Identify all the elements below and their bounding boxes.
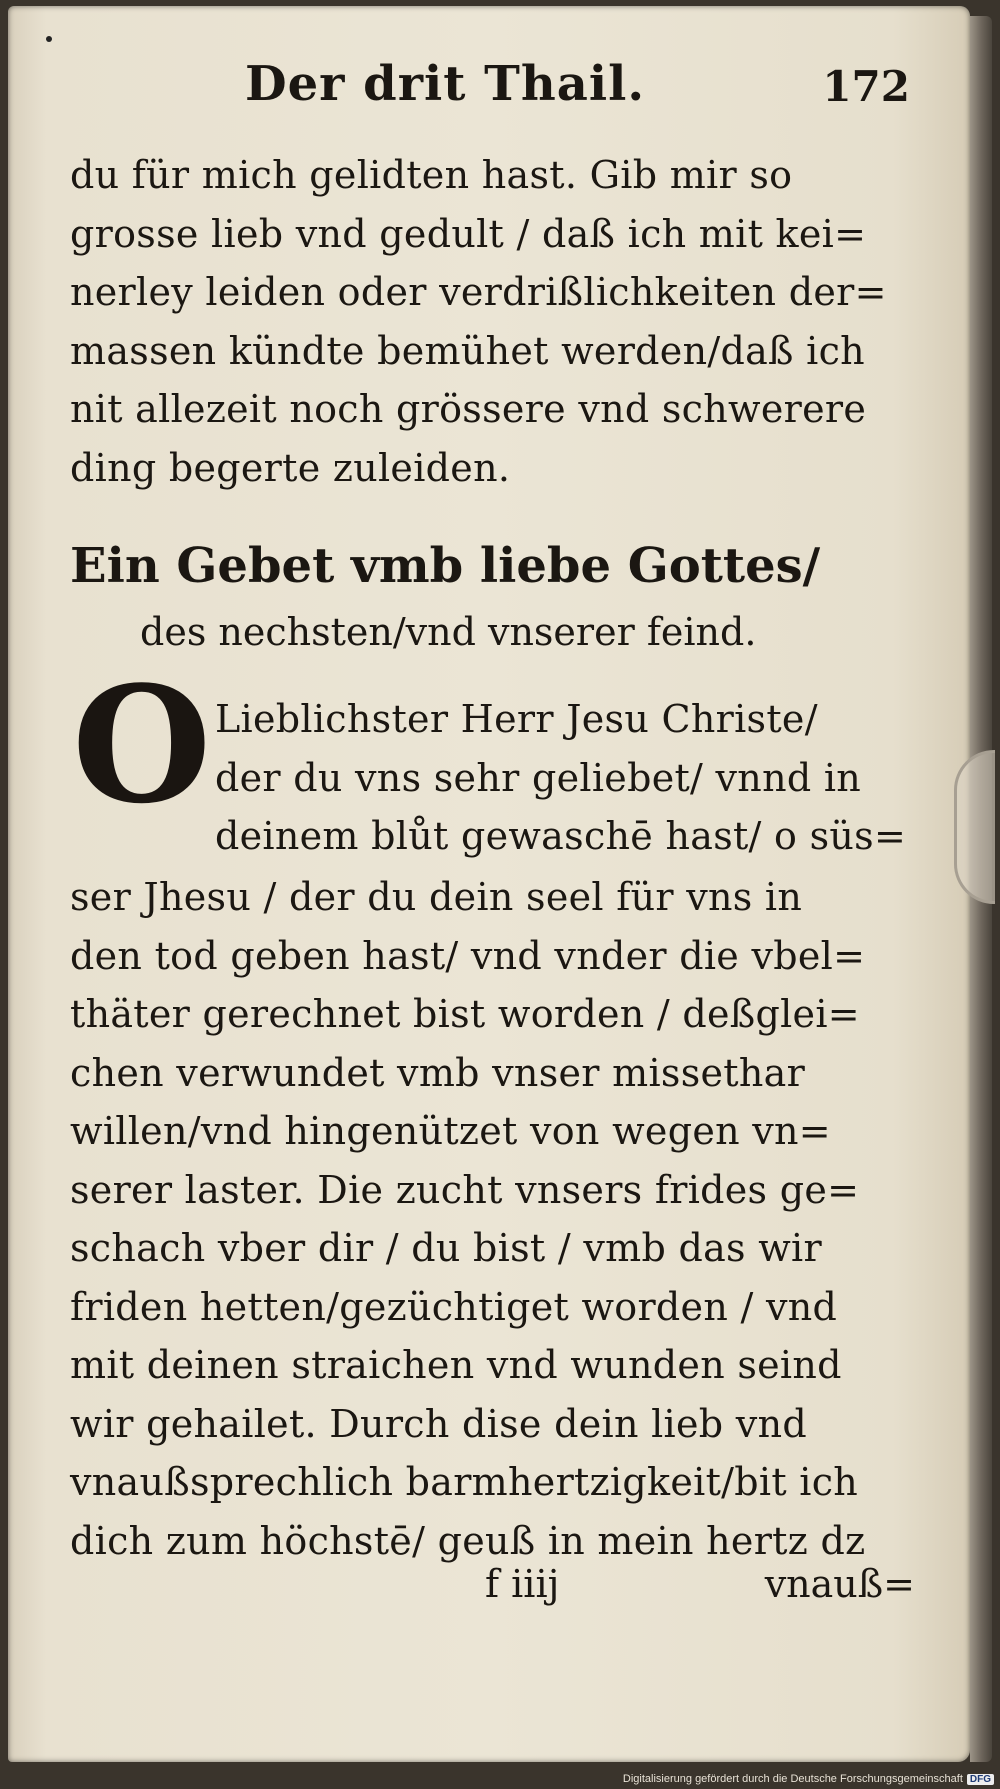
text-line: nerley leiden oder verdrißlichkeiten der= <box>70 270 887 314</box>
page-number: 172 <box>822 62 910 111</box>
text-line: chen verwundet vmb vnser missethar <box>70 1050 806 1095</box>
digitization-credit <box>623 1773 994 1785</box>
running-head: Der drit Thail. <box>245 56 646 112</box>
prayer-indented-lines <box>215 690 915 866</box>
catchword: vnauß= <box>764 1562 915 1606</box>
signature-mark: f iiij <box>485 1562 560 1606</box>
text-line: friden hetten/gezüchtiget worden / vnd <box>70 1284 838 1329</box>
section-subheading: des nechsten/vnd vnserer feind. <box>140 610 757 654</box>
text-line: vnaußsprechlich barmhertzigkeit/bit ich <box>70 1460 859 1504</box>
drop-cap-initial: O <box>72 651 212 839</box>
section-heading: Ein Gebet vmb liebe Gottes/ <box>70 538 821 594</box>
text-line: thäter gerechnet bist worden / deßglei= <box>70 992 860 1036</box>
text-line: Lieblichster Herr Jesu Christe/ <box>215 697 818 741</box>
prayer-body <box>70 868 915 1570</box>
text-line: der du vns sehr geliebet/ vnnd in <box>215 755 862 800</box>
text-line: ser Jhesu / der du dein seel für vns in <box>70 875 803 919</box>
text-line: du für mich gelidten hast. Gib mir so <box>70 153 793 197</box>
dfg-logo: DFG <box>967 1774 994 1785</box>
page-clip <box>954 750 995 904</box>
ink-speck <box>46 36 52 42</box>
text-line: den tod geben hast/ vnd vnder die vbel= <box>70 933 866 978</box>
text-line: mit deinen straichen vnd wunden seind <box>70 1343 842 1387</box>
text-line: massen kündte bemühet werden/daß ich <box>70 328 865 373</box>
text-line: grosse lieb vnd gedult / daß ich mit kei= <box>70 211 867 256</box>
page-footer <box>70 1562 915 1622</box>
body-text-top <box>70 146 915 497</box>
text-line: serer laster. Die zucht vnsers frides ge= <box>70 1167 860 1212</box>
text-line: ding begerte zuleiden. <box>70 445 511 490</box>
text-line: nit allezeit noch grössere vnd schwerere <box>70 387 867 431</box>
text-line: wir gehailet. Durch dise dein lieb vnd <box>70 1401 807 1446</box>
text-line: deinem blůt gewaschē hast/ o süs= <box>215 814 907 858</box>
page-header <box>70 56 910 136</box>
text-line: schach vber dir / du bist / vmb das wir <box>70 1226 822 1270</box>
text-line: willen/vnd hingenützet von wegen vn= <box>70 1109 831 1153</box>
credit-text: Digitalisierung gefördert durch die Deutsche Forschungsgemeinschaft <box>622 1773 963 1785</box>
text-line: dich zum höchstē/ geuß in mein hertz dz <box>70 1518 866 1563</box>
